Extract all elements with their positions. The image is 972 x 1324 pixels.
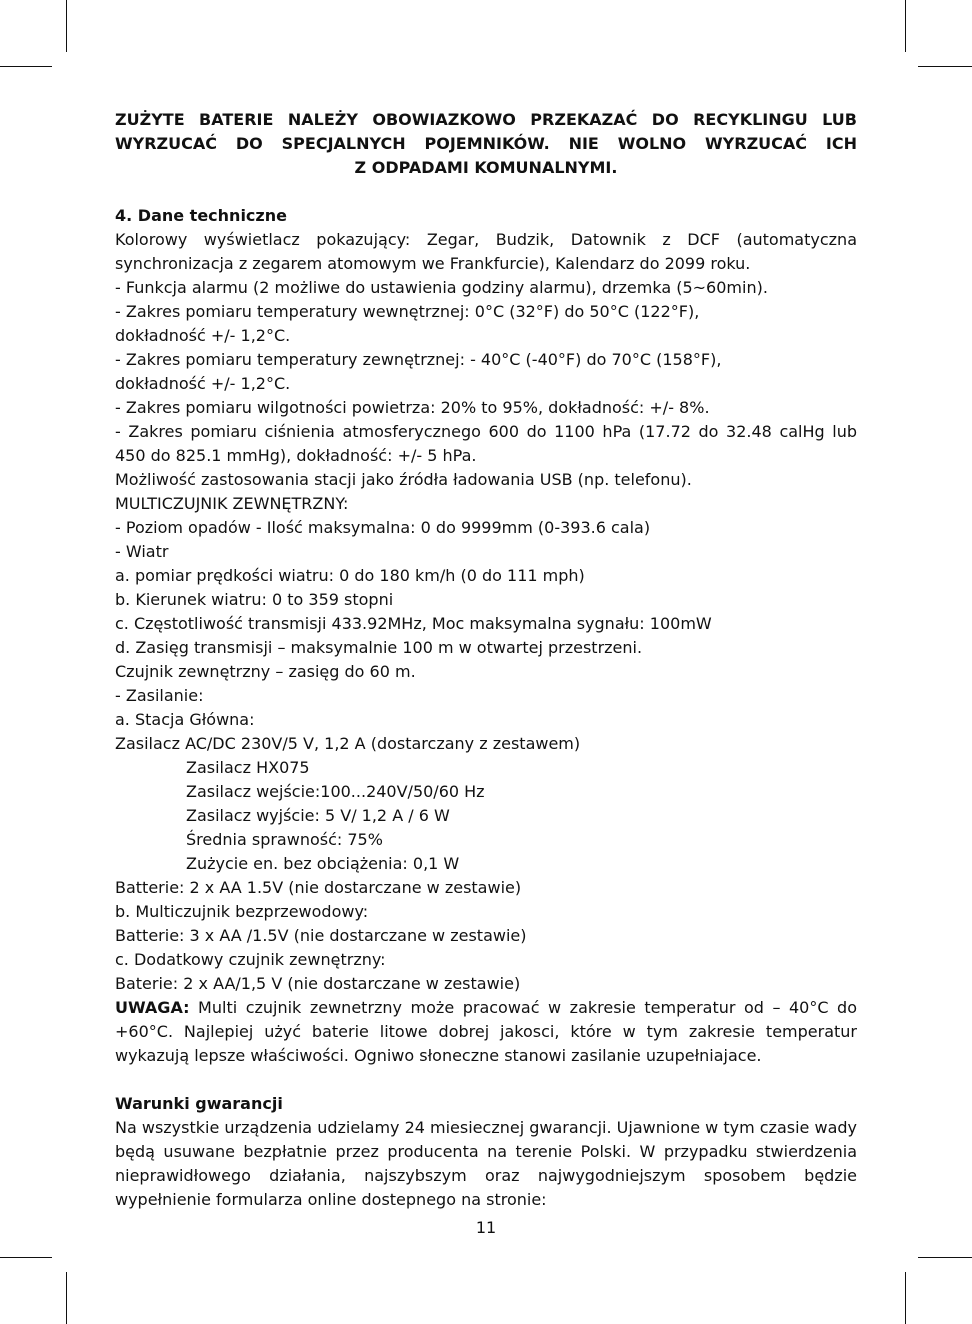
crop-mark	[66, 1272, 67, 1324]
crop-mark	[918, 1257, 972, 1258]
tech-line: - Zakres pomiaru temperatury wewnętrznej: 0°C (32°F) do 50°C (122°F),	[115, 302, 700, 321]
tech-line: - Poziom opadów - Ilość maksymalna: 0 do 9999mm (0-393.6 cala)	[115, 518, 651, 537]
page-number: 11	[475, 1218, 497, 1237]
battery-warning-line: ZUŻYTE BATERIE NALEŻY OBOWIAZKOWO PRZEKAZAĆ DO RECYKLINGU LUB	[115, 110, 857, 129]
battery-line: Batterie: 3 x AA /1.5V (nie dostarczane w zestawie)	[115, 926, 527, 945]
battery-line: b. Multiczujnik bezprzewodowy:	[115, 902, 369, 921]
tech-line: Kolorowy wyświetlacz pokazujący: Zegar, Budzik, Datownik z DCF (automatyczna synchronizacja z zegarem atomowym we Frankfurcie), Kalendarz do 2099 roku.	[115, 230, 857, 273]
tech-line: dokładność +/- 1,2°C.	[115, 326, 291, 345]
adapter-spec-line: Zasilacz wyjście: 5 V/ 1,2 A / 6 W	[186, 806, 450, 825]
crop-mark	[905, 1272, 906, 1324]
battery-line: Batterie: 2 x AA 1.5V (nie dostarczane w zestawie)	[115, 878, 522, 897]
tech-line: a. pomiar prędkości wiatru: 0 do 180 km/h (0 do 111 mph)	[115, 566, 585, 585]
note-text: Multi czujnik zewnetrzny może pracować w zakresie temperatur od – 40°C do +60°C. Najlepiej użyć baterie litowe dobrej jakosci, które w tym zakresie temperatur wykazują lepsze właściwości. Ogniwo słoneczne stanowi zasilanie uzupełniajace.	[115, 998, 857, 1065]
adapter-spec-line: Zasilacz HX075	[186, 758, 310, 777]
tech-heading: 4. Dane techniczne	[115, 206, 287, 225]
tech-line: c. Częstotliwość transmisji 433.92MHz, Moc maksymalna sygnału: 100mW	[115, 614, 712, 633]
tech-line: Możliwość zastosowania stacji jako źródła ładowania USB (np. telefonu).	[115, 470, 692, 489]
tech-line: MULTICZUJNIK ZEWNĘTRZNY:	[115, 494, 349, 513]
crop-mark	[0, 66, 52, 67]
warranty-heading: Warunki gwarancji	[115, 1094, 283, 1113]
tech-line: d. Zasięg transmisji – maksymalnie 100 m w otwartej przestrzeni.	[115, 638, 643, 657]
crop-mark	[918, 66, 972, 67]
battery-warning-line: WYRZUCAĆ DO SPECJALNYCH POJEMNIKÓW. NIE WOLNO WYRZUCAĆ ICH	[115, 134, 857, 153]
crop-mark	[66, 0, 67, 52]
battery-warning-line: Z ODPADAMI KOMUNALNYMI.	[354, 158, 618, 177]
page-content	[115, 108, 857, 1212]
tech-line: - Wiatr	[115, 542, 169, 561]
adapter-spec-line: Średnia sprawność: 75%	[186, 830, 383, 849]
adapter-spec-line: Zasilacz wejście:100...240V/50/60 Hz	[186, 782, 485, 801]
tech-line: - Zakres pomiaru temperatury zewnętrznej: - 40°C (-40°F) do 70°C (158°F),	[115, 350, 722, 369]
tech-line: Zasilacz AC/DC 230V/5 V, 1,2 A (dostarczany z zestawem)	[115, 734, 581, 753]
tech-line: Czujnik zewnętrzny – zasięg do 60 m.	[115, 662, 416, 681]
tech-line: - Zakres pomiaru wilgotności powietrza: 20% to 95%, dokładność: +/- 8%.	[115, 398, 710, 417]
tech-line: dokładność +/- 1,2°C.	[115, 374, 291, 393]
crop-mark	[0, 1257, 52, 1258]
tech-line: b. Kierunek wiatru: 0 to 359 stopni	[115, 590, 394, 609]
tech-line: - Funkcja alarmu (2 możliwe do ustawienia godziny alarmu), drzemka (5~60min).	[115, 278, 768, 297]
battery-line: Baterie: 2 x AA/1,5 V (nie dostarczane w zestawie)	[115, 974, 521, 993]
tech-line: - Zasilanie:	[115, 686, 204, 705]
crop-mark	[905, 0, 906, 52]
note-paragraph	[115, 996, 857, 1068]
battery-line: c. Dodatkowy czujnik zewnętrzny:	[115, 950, 386, 969]
tech-line: - Zakres pomiaru ciśnienia atmosferycznego 600 do 1100 hPa (17.72 do 32.48 calHg lub 450 do 825.1 mmHg), dokładność: +/- 5 hPa.	[115, 422, 857, 465]
tech-line: a. Stacja Główna:	[115, 710, 255, 729]
adapter-spec-line: Zużycie en. bez obciążenia: 0,1 W	[186, 854, 460, 873]
note-label: UWAGA:	[115, 998, 190, 1017]
warranty-text: Na wszystkie urządzenia udzielamy 24 miesiecznej gwarancji. Ujawnione w tym czasie wady będą usuwane bezpłatnie przez producenta na terenie Polski. W przypadku stwierdzenia nieprawidłowego działania, najszybszym oraz najwygodniejszym sposobem będzie wypełnienie formularza online dostepnego na stronie:	[115, 1118, 857, 1209]
